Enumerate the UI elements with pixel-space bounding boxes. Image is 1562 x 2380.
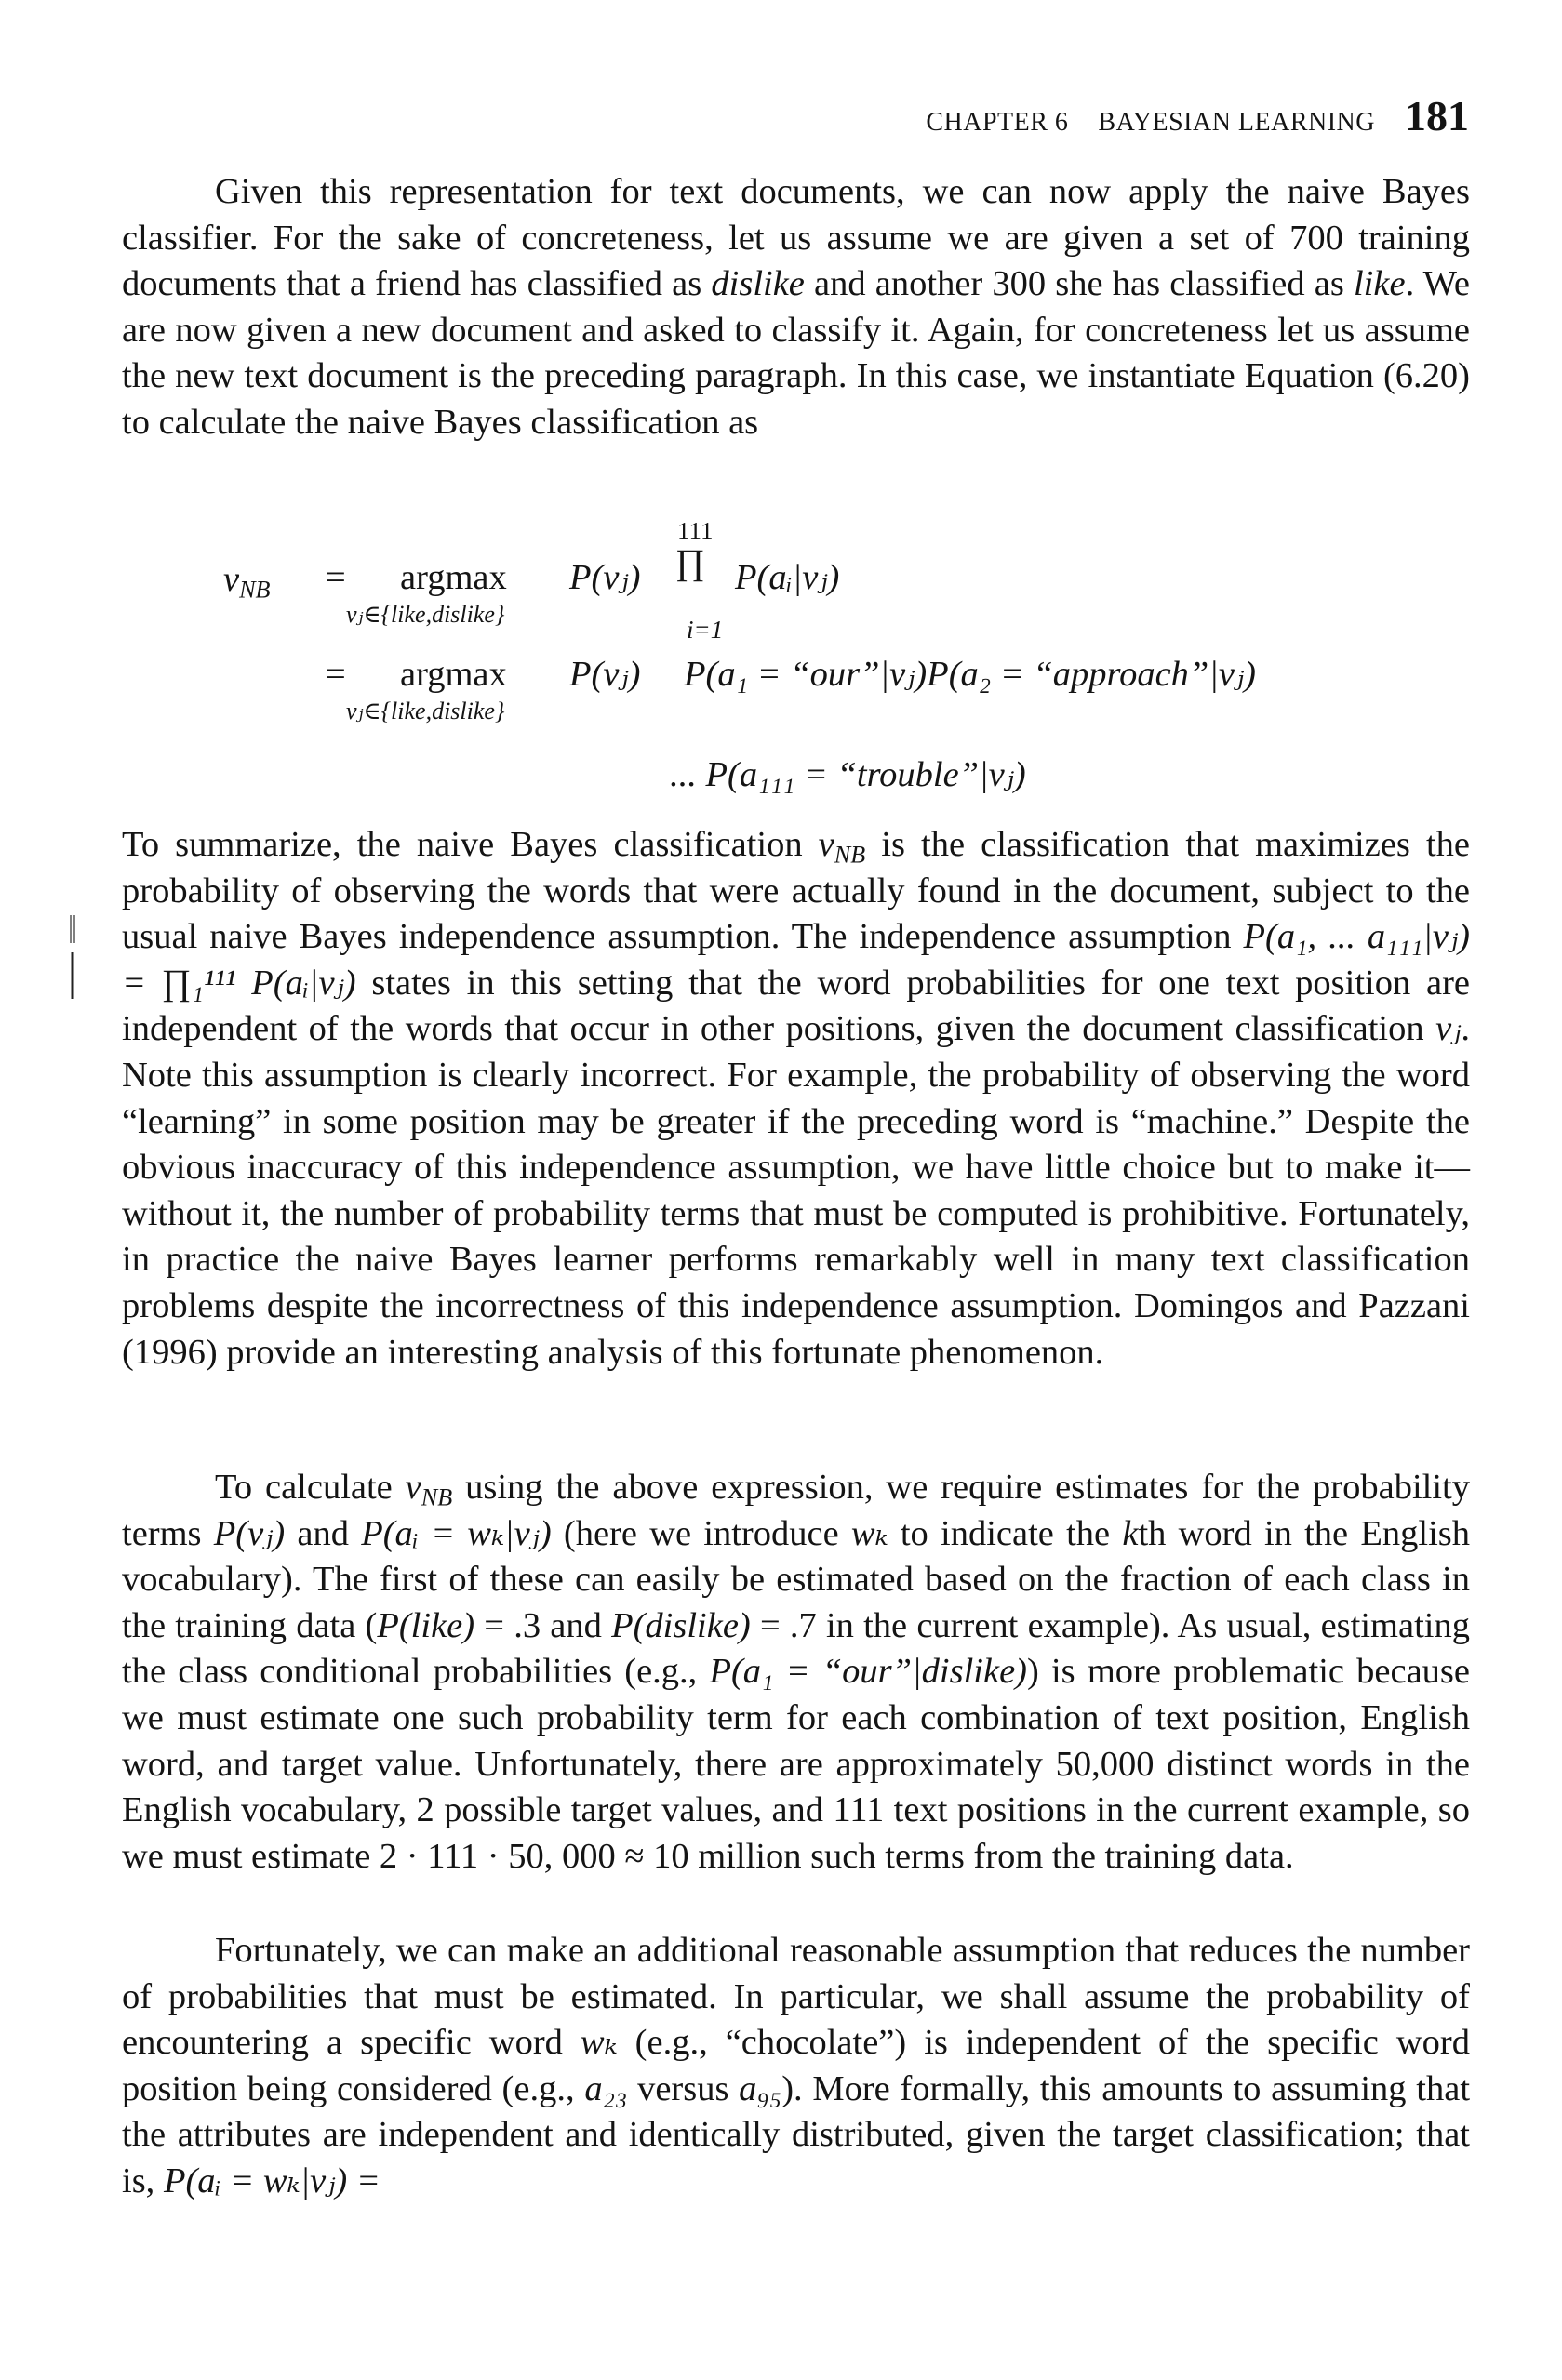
p3-pour: P(a₁ = “our”|dislike) (709, 1652, 1027, 1692)
p4-text-2: (e.g., “chocolate”) is independent of the specific word position being considered (e.g., (122, 2023, 1470, 2108)
p3-text-6: th word in the English vocabulary). The first of these can easily be estimated based on the fraction of each class in the training data ( (122, 1513, 1470, 1645)
p1-text-3: . We are now given a new document and asked to classify it. Again, for concreteness let us assume the new text document is the preceding paragraph. In this case, we instantiate Equation (6.20) to calculate the naive Bayes classification as (122, 264, 1470, 442)
p3-text-9: ) is more problematic because we must estimate one such probability term for each combination of text position, English word, and target value. Unfortunately, there are approximately 50,000 distinct words in the English vocabulary, 2 possible target values, and 111 text positions in the current example, so we must estimate 2 · 111 · 50, 000 ≈ 10 million such terms from the training data. (122, 1652, 1470, 1876)
p3-vnb-sub: NB (421, 1483, 453, 1511)
p3-text-2: using the above expression, we require estimates for the probability terms (122, 1468, 1470, 1553)
paragraph-1 (122, 169, 1470, 446)
eq-pv-1: P(vⱼ) (569, 558, 641, 597)
p3-pdislike: P(dislike) (611, 1605, 751, 1645)
p3-text-8: = .7 in the current example). As usual, estimating the class conditional probabilities (e.g., (122, 1605, 1470, 1692)
p3-text-5: to indicate the (888, 1513, 1123, 1553)
p3-pvj: P(vⱼ) (213, 1513, 286, 1553)
p4-tail: P(aᵢ = wₖ|vⱼ) = (163, 2161, 380, 2201)
p3-vnb-v: v (405, 1468, 421, 1507)
p3-text-7: = .3 and (474, 1605, 612, 1645)
eq-equals-1: = (326, 558, 346, 597)
margin-mark (69, 915, 76, 999)
p4-text-4: ). More formally, this amounts to assuming that the attributes are independent and identically distributed, given the target classification; that is, (122, 2068, 1471, 2201)
p3-paiwk: P(aᵢ = wₖ|vⱼ) (361, 1513, 552, 1553)
p2-vnb-v: v (818, 825, 834, 864)
page-number: 181 (1405, 92, 1469, 140)
paragraph-4 (122, 1928, 1470, 2205)
p4-a23: a₂₃ (584, 2068, 628, 2108)
p3-text-1: To calculate (215, 1468, 406, 1507)
p2-expr: P(a₁, ... a₁₁₁|vⱼ) = ∏₁¹¹¹ P(aᵢ|vⱼ) (122, 917, 1470, 1003)
eq-last-term: ... P(a₁₁₁ = “trouble”|vⱼ) (670, 755, 1026, 794)
paragraph-3 (122, 1465, 1470, 1880)
p3-text-3: and (285, 1513, 362, 1553)
eq-prod-upper: 111 (677, 517, 714, 545)
p3-k: k (1122, 1513, 1139, 1553)
chapter-label: CHAPTER 6 (926, 108, 1069, 137)
p1-like: like (1353, 264, 1406, 304)
p4-text-3: versus (627, 2068, 740, 2108)
p2-text-1: To summarize, the naive Bayes classification (122, 825, 819, 864)
eq-prod-symbol: ∏ (675, 543, 705, 582)
p2-vnb-sub: NB (834, 841, 866, 869)
p4-wk: wₖ (580, 2023, 618, 2063)
eq-lhs (223, 560, 271, 604)
chapter-title: BAYESIAN LEARNING (1098, 108, 1375, 137)
eq-lhs-v: v (223, 560, 240, 599)
eq-pv-2: P(vⱼ) (569, 655, 641, 694)
eq-argmax-2: argmax (400, 655, 507, 694)
p2-text-4: . Note this assumption is clearly incorrect. For example, the probability of observing the word “learning” in some position may be greater if the preceding word is “machine.” Despite the obvious inaccuracy of this independence assumption, we have little choice but to make it—without it, the number of probability terms that must be computed is prohibitive. Fortunately, in practice the naive Bayes learner performs remarkably well in many text classification problems despite the incorrectness of this independence assumption. Domingos and Pazzani (1996) provide an interesting analysis of this fortunate phenomenon. (122, 1009, 1470, 1372)
running-head (926, 91, 1469, 140)
eq-prod-lower: i=1 (687, 616, 724, 644)
p3-plike: P(like) (377, 1605, 475, 1645)
p2-vj: vⱼ (1435, 1009, 1462, 1049)
eq-lhs-sub: NB (239, 576, 271, 604)
eq-argmax-2-sub: vⱼ∈{like,dislike} (346, 698, 505, 725)
p4-a95: a₉₅ (739, 2068, 782, 2108)
eq-equals-2: = (326, 655, 346, 694)
p3-wk: wₖ (850, 1513, 888, 1553)
p4-text-1: Fortunately, we can make an additional reasonable assumption that reduces the number of probabilities that must be estimated. In particular, we shall assume the probability of encountering a specific word (122, 1931, 1470, 2063)
paragraph-2 (122, 822, 1470, 1376)
p2-text-3: states in this setting that the word probabilities for one text position are independent of the words that occur in other positions, given the document classification (122, 963, 1470, 1049)
eq-argmax-1-sub: vⱼ∈{like,dislike} (346, 601, 505, 628)
p3-vnb (405, 1468, 453, 1511)
eq-terms: P(a₁ = “our”|vⱼ)P(a₂ = “approach”|vⱼ) (684, 655, 1257, 694)
eq-argmax-1: argmax (400, 558, 507, 597)
p2-text-2: is the classification that maximizes the probability of observing the words that were actually found in the document, subject to the usual naive Bayes independence assumption. The independence assumption (122, 825, 1471, 957)
p3-text-4: (here we introduce (551, 1513, 851, 1553)
p1-dislike: dislike (711, 264, 805, 304)
eq-pai: P(aᵢ|vⱼ) (735, 558, 840, 597)
p1-text-1: Given this representation for text documents, we can now apply the naive Bayes classifier. For the sake of concreteness, let us assume we are given a set of 700 training documents that a friend has classified as (122, 172, 1470, 304)
p2-vnb (818, 825, 866, 869)
p1-text-2: and another 300 she has classified as (804, 264, 1354, 304)
